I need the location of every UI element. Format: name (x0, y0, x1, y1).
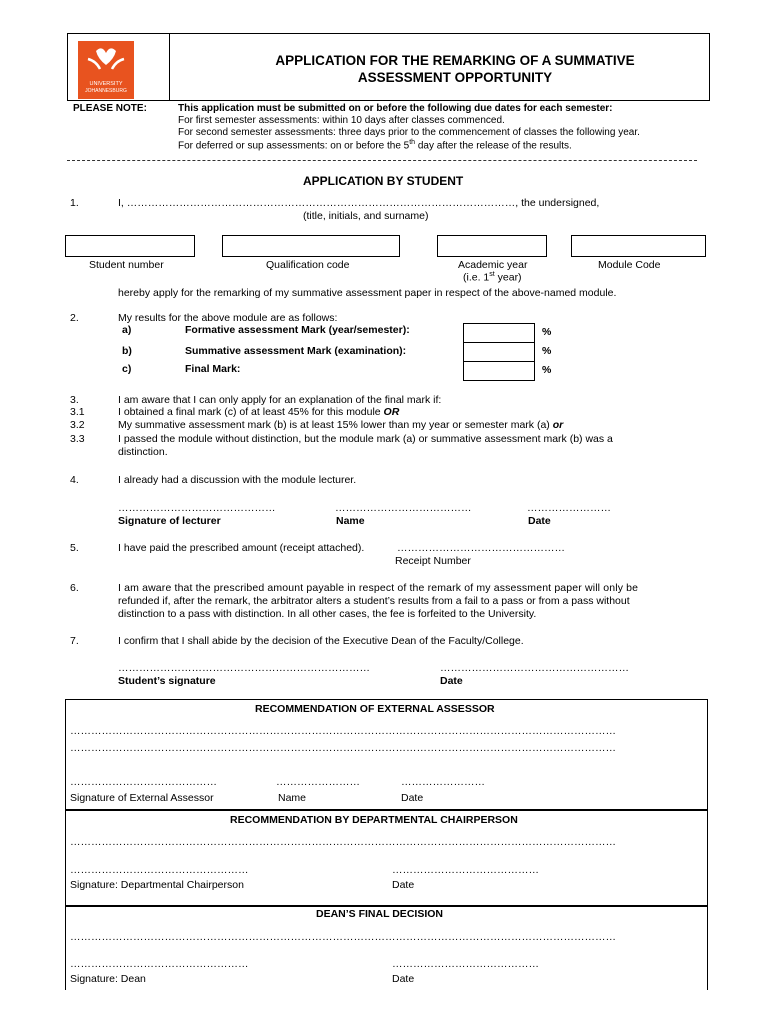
lecturer-date-line[interactable]: …………………… (527, 502, 611, 514)
mark-b-label: Summative assessment Mark (examination): (185, 345, 407, 357)
receipt-number-line[interactable]: ………………………………………… (397, 542, 565, 554)
lecturer-name-line[interactable]: ………………………………… (335, 502, 472, 514)
item-7-text: I confirm that I shall abide by the decision of the Executive Dean of the Faculty/College. (118, 635, 524, 647)
chairperson-heading: RECOMMENDATION BY DEPARTMENTAL CHAIRPERSON (230, 814, 518, 826)
item-2-number: 2. (70, 312, 79, 324)
item-3-number: 3. (70, 394, 79, 406)
name-line[interactable]: I, …………………………………………………………………………………………………, the undersigned, (118, 197, 600, 209)
dean-date-label: Date (392, 973, 415, 985)
lecturer-name-label: Name (336, 515, 365, 527)
mark-a-letter: a) (122, 324, 132, 336)
mark-c-unit: % (542, 364, 552, 376)
student-date-line[interactable]: ……………………………………………… (440, 662, 629, 674)
mark-b-unit: % (542, 345, 552, 357)
item-3-3-text-cont: distinction. (118, 446, 168, 458)
note-line1: For first semester assessments: within 10 days after classes commenced. (178, 115, 505, 126)
dean-signature-line[interactable]: …………………………………………… (70, 958, 249, 970)
lecturer-signature-line[interactable]: ……………………………………… (118, 502, 276, 514)
item-6-line1: I am aware that the prescribed amount payable in respect of the remark of my assessment paper will only be (118, 582, 639, 594)
university-crest-icon (78, 41, 134, 99)
name-line-caption: (title, initials, and surname) (303, 210, 429, 222)
external-signature-label: Signature of External Assessor (70, 792, 214, 804)
item-1-number: 1. (70, 197, 79, 209)
mark-c-label: Final Mark: (185, 363, 241, 375)
dean-signature-label: Signature: Dean (70, 973, 146, 985)
mark-a-field[interactable] (463, 323, 535, 343)
external-comment-line2[interactable]: ………………………………………………………………………………………………………………………………………… (70, 742, 616, 754)
external-comment-line1[interactable]: ………………………………………………………………………………………………………………………………………… (70, 725, 616, 737)
note-line2: For second semester assessments: three days prior to the commencement of classes the following year. (178, 127, 640, 138)
qualification-code-field[interactable] (222, 235, 400, 257)
academic-year-label: Academic year (458, 259, 528, 271)
dean-date-line[interactable]: …………………………………… (392, 958, 539, 970)
note-line3: For deferred or sup assessments: on or before the 5th day after the release of the results. (178, 139, 572, 152)
lecturer-signature-label: Signature of lecturer (118, 515, 221, 527)
student-number-label: Student number (89, 259, 164, 271)
item-7-number: 7. (70, 635, 79, 647)
note-heading: This application must be submitted on or before the following due dates for each semester: (178, 103, 613, 114)
receipt-number-label: Receipt Number (395, 555, 471, 567)
lecturer-date-label: Date (528, 515, 551, 527)
chairperson-date-label: Date (392, 879, 415, 891)
student-section-heading: APPLICATION BY STUDENT (303, 174, 464, 188)
item-2-text: My results for the above module are as follows: (118, 312, 338, 324)
mark-c-letter: c) (122, 363, 132, 375)
student-signature-line[interactable]: ……………………………………………………………… (118, 662, 370, 674)
student-number-field[interactable] (65, 235, 195, 257)
item-3-text: I am aware that I can only apply for an explanation of the final mark if: (118, 394, 442, 406)
item-3-2-text: My summative assessment mark (b) is at least 15% lower than my year or semester mark (a) or (118, 419, 564, 431)
external-date-label: Date (401, 792, 424, 804)
item-4-text: I already had a discussion with the module lecturer. (118, 474, 357, 486)
item-6-number: 6. (70, 582, 79, 594)
university-logo (78, 41, 134, 99)
dean-heading: DEAN’S FINAL DECISION (316, 908, 443, 920)
item-3-1-number: 3.1 (70, 406, 85, 418)
mark-a-label: Formative assessment Mark (year/semester): (185, 324, 410, 336)
mark-b-letter: b) (122, 345, 132, 357)
item-3-3-number: 3.3 (70, 433, 85, 445)
chairperson-signature-label: Signature: Departmental Chairperson (70, 879, 244, 891)
dean-comment-line[interactable]: ………………………………………………………………………………………………………………………………………… (70, 931, 616, 943)
item-5-number: 5. (70, 542, 79, 554)
student-signature-label: Student’s signature (118, 675, 216, 687)
separator (67, 160, 697, 161)
form-title-line2: ASSESSMENT OPPORTUNITY (357, 70, 553, 85)
chairperson-comment-line[interactable]: ………………………………………………………………………………………………………………………………………… (70, 836, 616, 848)
external-name-label: Name (278, 792, 307, 804)
mark-c-field[interactable] (463, 361, 535, 381)
item-3-2-number: 3.2 (70, 419, 85, 431)
academic-year-field[interactable] (437, 235, 547, 257)
item-6-line3: distinction to a pass with distinction. In all other cases, the fee is forfeited to the University. (118, 608, 537, 620)
item-5-text: I have paid the prescribed amount (receipt attached). (118, 542, 365, 554)
mark-b-field[interactable] (463, 342, 535, 362)
chairperson-date-line[interactable]: …………………………………… (392, 864, 539, 876)
external-signature-line[interactable]: …………………………………… (70, 776, 217, 788)
form-title-line1: APPLICATION FOR THE REMARKING OF A SUMMATIVE (275, 53, 635, 68)
student-date-label: Date (440, 675, 463, 687)
item-3-3-text: I passed the module without distinction, but the module mark (a) or summative assessment mark (b) was a (118, 433, 613, 445)
mark-a-unit: % (542, 326, 552, 338)
academic-year-hint: (i.e. 1st year) (463, 271, 522, 284)
svg-text:UNIVERSITY: UNIVERSITY (89, 81, 123, 87)
item-6-line2: refunded if, after the remark, the arbitrator alters a student’s results from a fail to a pass or from a pass without (118, 595, 630, 607)
svg-text:JOHANNESBURG: JOHANNESBURG (85, 88, 127, 94)
qualification-code-label: Qualification code (266, 259, 350, 271)
hereby-apply-text: hereby apply for the remarking of my summative assessment paper in respect of the above-named module. (118, 287, 617, 299)
module-code-field[interactable] (571, 235, 706, 257)
external-assessor-heading: RECOMMENDATION OF EXTERNAL ASSESSOR (255, 703, 495, 715)
module-code-label: Module Code (598, 259, 661, 271)
external-name-line[interactable]: …………………… (276, 776, 360, 788)
please-note-label: PLEASE NOTE: (73, 103, 147, 114)
item-3-1-text: I obtained a final mark (c) of at least 45% for this module OR (118, 406, 400, 418)
item-4-number: 4. (70, 474, 79, 486)
chairperson-signature-line[interactable]: …………………………………………… (70, 864, 249, 876)
external-date-line[interactable]: …………………… (401, 776, 485, 788)
